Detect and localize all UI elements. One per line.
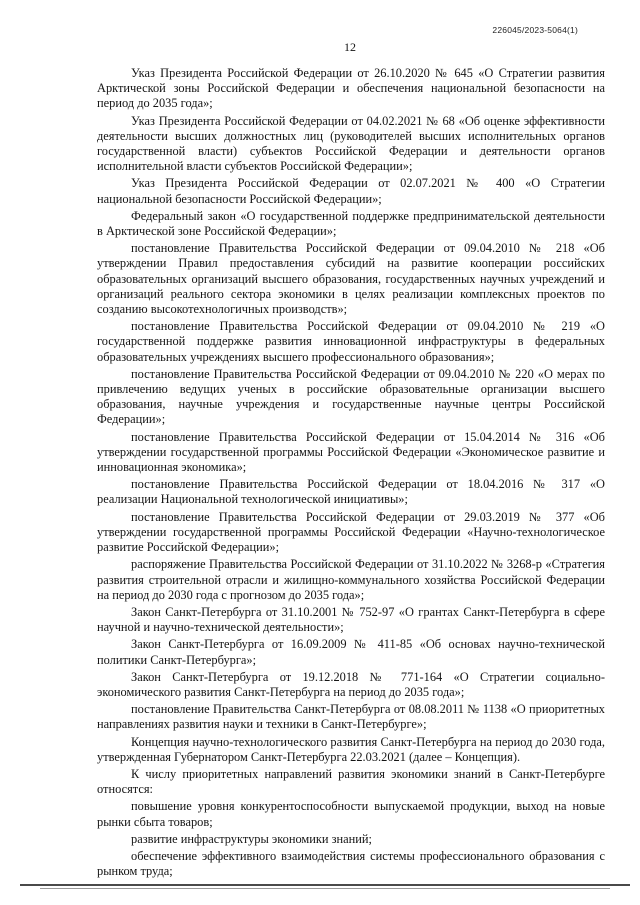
scan-edge-line bbox=[40, 888, 610, 889]
paragraph: Указ Президента Российской Федерации от 26.10.2020 № 645 «О Стратегии развития Арктической зоны Российской Федерации и обеспечения национальной безопасности на период до 2035 года»; bbox=[97, 66, 605, 111]
paragraph: распоряжение Правительства Российской Федерации от 31.10.2022 № 3268-р «Стратегия развития строительной отрасли и жилищно-коммунального хозяйства Российской Федерации на период до 2030 года с прогнозом до 2035 года»; bbox=[97, 557, 605, 602]
paragraph: постановление Правительства Российской Федерации от 09.04.2010 № 218 «Об утверждении Правил предоставления субсидий на развитие кооперации российских образовательных организаций высшего образования, государственных научных учреждений и организаций реального сектора экономики в целях реализации комплексных проектов по созданию высокотехнологичных производств»; bbox=[97, 241, 605, 317]
paragraph: развитие инфраструктуры экономики знаний; bbox=[131, 831, 372, 846]
paragraph: постановление Правительства Российской Федерации от 29.03.2019 № 377 «Об утверждении государственной программы Российской Федерации «Научно-технологическое развитие Российской Федерации»; bbox=[97, 509, 605, 555]
paragraph: обеспечение эффективного взаимодействия системы профессионального образования с рынком труда; bbox=[97, 848, 605, 879]
paragraph: постановление Правительства Российской Федерации от 15.04.2014 № 316 «Об утверждении государственной программы Российской Федерации «Экономическое развитие и инновационная экономика»; bbox=[97, 429, 605, 475]
paragraph: Указ Президента Российской Федерации от 04.02.2021 № 68 «Об оценке эффективности деятельности высших должностных лиц (руководителей высших исполнительных органов государственной власти) субъектов Российской Федерации и деятельности органов исполнительной власти субъектов Российской Федерации»; bbox=[97, 113, 605, 174]
paragraph: Указ Президента Российской Федерации от 02.07.2021 № 400 «О Стратегии национальной безопасности Российской Федерации»; bbox=[97, 176, 605, 206]
paragraph: К числу приоритетных направлений развития экономики знаний в Санкт-Петербурге относятся: bbox=[97, 766, 605, 797]
paragraph: Закон Санкт-Петербурга от 31.10.2001 № 752-97 «О грантах Санкт-Петербурга в сфере научной и научно-технической деятельности»; bbox=[97, 604, 605, 635]
paragraph: Концепция научно-технологического развития Санкт-Петербурга на период до 2030 года, утвержденная Губернатором Санкт-Петербурга 22.03.2021 (далее – Концепция). bbox=[97, 734, 605, 764]
paragraph: Закон Санкт-Петербурга от 19.12.2018 № 771-164 «О Стратегии социально-экономического развития Санкт-Петербурга на период до 2035 года»; bbox=[97, 669, 605, 699]
paragraph: постановление Правительства Российской Федерации от 09.04.2010 № 219 «О государственной поддержке развития инновационной инфраструктуры в федеральных образовательных учреждениях высшего профессионального образования»; bbox=[97, 319, 605, 364]
page-number: 12 bbox=[344, 40, 356, 54]
paragraph: Федеральный закон «О государственной поддержке предпринимательской деятельности в Арктической зоне Российской Федерации»; bbox=[97, 208, 605, 239]
paragraph: постановление Правительства Санкт-Петербурга от 08.08.2011 № 1138 «О приоритетных направлениях развития науки и техники в Санкт-Петербурге»; bbox=[97, 702, 605, 732]
paragraph: Закон Санкт-Петербурга от 16.09.2009 № 411-85 «Об основах научно-технической политики Санкт-Петербурга»; bbox=[97, 637, 605, 667]
document-registration-number: 226045/2023-5064(1) bbox=[492, 25, 578, 35]
paragraph: постановление Правительства Российской Федерации от 18.04.2016 № 317 «О реализации Национальной технологической инициативы»; bbox=[97, 477, 605, 507]
paragraph: постановление Правительства Российской Федерации от 09.04.2010 № 220 «О мерах по привлечению ведущих ученых в российские образовательные организации высшего образования, научные учреждения и государственные научные центры Российской Федерации»; bbox=[97, 366, 605, 427]
paragraph: повышение уровня конкурентоспособности выпускаемой продукции, выход на новые рынки сбыта товаров; bbox=[97, 799, 605, 829]
document-body bbox=[97, 66, 605, 879]
scan-edge-line bbox=[20, 884, 630, 886]
